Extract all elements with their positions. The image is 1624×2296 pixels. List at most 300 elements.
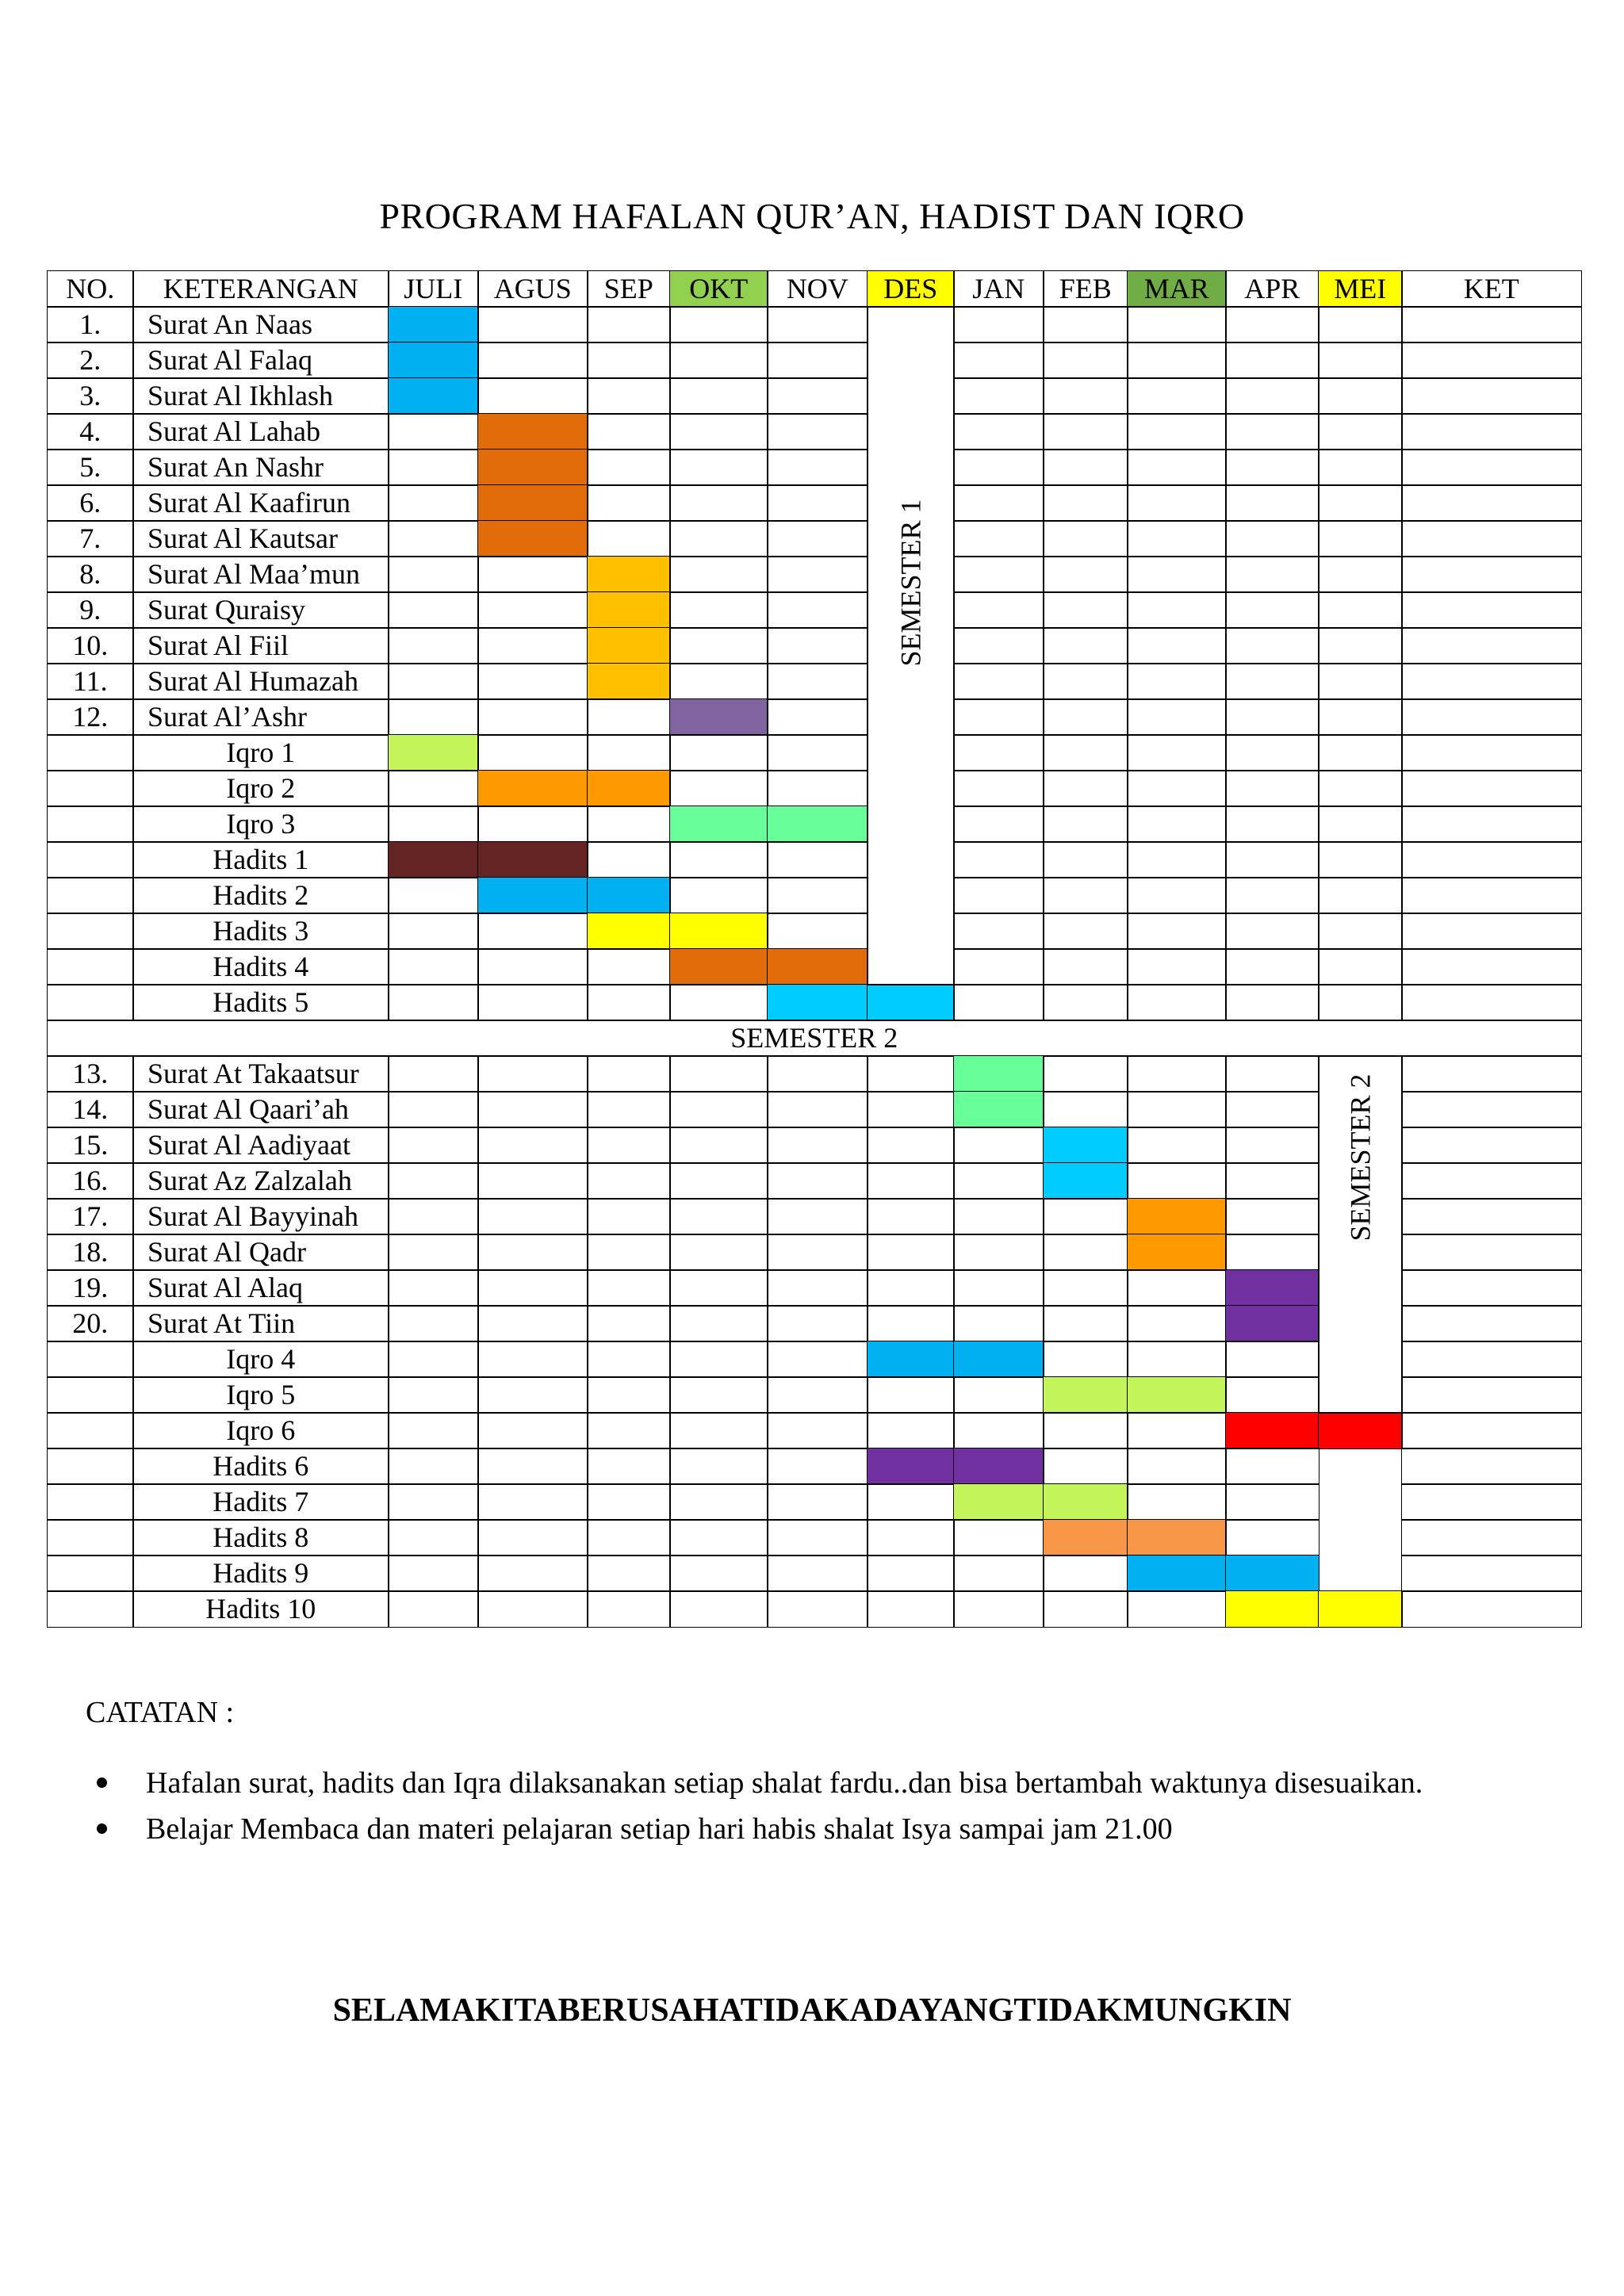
schedule-cell — [1401, 663, 1582, 700]
row-label: Hadits 8 — [132, 1519, 389, 1556]
schedule-cell — [953, 413, 1044, 450]
semester-1-label: SEMESTER 1 — [894, 499, 927, 667]
schedule-cell — [1127, 948, 1227, 985]
schedule-cell — [587, 1198, 671, 1235]
header-des: DES — [867, 270, 955, 308]
row-number: 10. — [47, 627, 134, 664]
row-label: Iqro 4 — [132, 1341, 389, 1378]
note-item — [86, 1762, 1505, 1804]
row-label: Surat Az Zalzalah — [132, 1162, 389, 1200]
schedule-cell — [1043, 342, 1128, 379]
schedule-fill — [477, 841, 588, 878]
row-label: Surat Al Falaq — [132, 342, 389, 379]
schedule-cell — [1401, 1376, 1582, 1414]
schedule-cell — [953, 627, 1044, 664]
schedule-cell — [587, 1091, 671, 1128]
row-label: Iqro 3 — [132, 806, 389, 843]
schedule-cell — [587, 1234, 671, 1271]
schedule-cell — [953, 591, 1044, 629]
schedule-cell — [1318, 770, 1403, 807]
schedule-cell — [388, 484, 479, 522]
schedule-fill — [1043, 1127, 1128, 1164]
schedule-cell — [388, 591, 479, 629]
schedule-cell — [587, 449, 671, 486]
schedule-cell — [1043, 1091, 1128, 1128]
schedule-cell — [767, 1305, 868, 1342]
row-label: Hadits 7 — [132, 1483, 389, 1521]
schedule-cell — [767, 306, 868, 343]
schedule-cell — [669, 1448, 768, 1485]
schedule-cell — [1225, 627, 1320, 664]
schedule-cell — [1127, 1483, 1227, 1521]
schedule-cell — [1225, 1198, 1320, 1235]
schedule-fill — [587, 591, 671, 629]
schedule-fill — [867, 984, 955, 1021]
header-okt: OKT — [669, 270, 768, 308]
schedule-cell — [1318, 377, 1403, 415]
schedule-cell — [1401, 1055, 1582, 1093]
note-item — [86, 1808, 1505, 1850]
schedule-cell — [477, 342, 588, 379]
schedule-cell — [388, 520, 479, 557]
schedule-cell — [669, 520, 768, 557]
schedule-cell — [669, 1127, 768, 1164]
schedule-cell — [1127, 663, 1227, 700]
schedule-cell — [767, 1055, 868, 1093]
schedule-cell — [587, 342, 671, 379]
schedule-cell — [1127, 627, 1227, 664]
schedule-cell — [953, 1376, 1044, 1414]
schedule-cell — [1127, 984, 1227, 1021]
schedule-cell — [388, 1055, 479, 1093]
notes-list — [86, 1762, 1505, 1854]
schedule-cell — [953, 377, 1044, 415]
schedule-cell — [767, 770, 868, 807]
schedule-cell — [477, 984, 588, 1021]
schedule-cell — [388, 1448, 479, 1485]
row-number: 19. — [47, 1269, 134, 1307]
row-label: Surat At Takaatsur — [132, 1055, 389, 1093]
schedule-cell — [867, 1269, 955, 1307]
schedule-cell — [1225, 1483, 1320, 1521]
schedule-cell — [1318, 984, 1403, 1021]
schedule-cell — [388, 1305, 479, 1342]
schedule-cell — [1127, 698, 1227, 736]
schedule-cell — [587, 1483, 671, 1521]
row-number: 4. — [47, 413, 134, 450]
page-title: PROGRAM HAFALAN QUR’AN, HADIST DAN IQRO — [379, 196, 1245, 236]
schedule-cell — [1225, 449, 1320, 486]
row-label: Surat Al’Ashr — [132, 698, 389, 736]
schedule-cell — [1043, 449, 1128, 486]
schedule-fill — [1127, 1555, 1227, 1592]
schedule-cell — [953, 1269, 1044, 1307]
schedule-fill — [669, 806, 768, 843]
schedule-cell — [953, 1412, 1044, 1449]
schedule-fill — [867, 1448, 955, 1485]
row-number — [47, 1590, 134, 1628]
schedule-cell — [587, 1519, 671, 1556]
row-number: 12. — [47, 698, 134, 736]
bullet-icon — [97, 1823, 107, 1834]
row-number — [47, 1483, 134, 1521]
schedule-cell — [767, 698, 868, 736]
schedule-cell — [767, 627, 868, 664]
schedule-cell — [953, 556, 1044, 593]
schedule-cell — [1225, 413, 1320, 450]
schedule-cell — [767, 1198, 868, 1235]
schedule-cell — [1318, 413, 1403, 450]
schedule-cell — [1401, 1519, 1582, 1556]
schedule-cell — [388, 913, 479, 950]
schedule-fill — [767, 948, 868, 985]
schedule-cell — [477, 1234, 588, 1271]
schedule-cell — [1401, 413, 1582, 450]
schedule-cell — [1401, 734, 1582, 771]
schedule-fill — [587, 663, 671, 700]
schedule-cell — [1318, 520, 1403, 557]
schedule-cell — [1127, 1127, 1227, 1164]
schedule-cell — [1043, 698, 1128, 736]
schedule-fill — [587, 556, 671, 593]
schedule-cell — [1127, 1590, 1227, 1628]
schedule-cell — [669, 877, 768, 914]
schedule-cell — [1401, 770, 1582, 807]
schedule-cell — [1127, 342, 1227, 379]
schedule-cell — [477, 1376, 588, 1414]
row-label: Surat Quraisy — [132, 591, 389, 629]
schedule-cell — [1401, 1234, 1582, 1271]
schedule-cell — [953, 449, 1044, 486]
schedule-cell — [388, 413, 479, 450]
schedule-cell — [669, 770, 768, 807]
schedule-fill — [388, 377, 479, 415]
schedule-cell — [587, 948, 671, 985]
row-label: Surat Al Ikhlash — [132, 377, 389, 415]
schedule-cell — [388, 556, 479, 593]
schedule-cell — [1043, 1341, 1128, 1378]
schedule-cell — [477, 1269, 588, 1307]
schedule-cell — [953, 1555, 1044, 1592]
schedule-cell — [1401, 342, 1582, 379]
schedule-cell — [953, 1162, 1044, 1200]
schedule-fill — [1127, 1234, 1227, 1271]
schedule-cell — [1043, 1412, 1128, 1449]
schedule-fill — [1225, 1590, 1320, 1628]
row-number: 11. — [47, 663, 134, 700]
row-number: 7. — [47, 520, 134, 557]
schedule-cell — [388, 1376, 479, 1414]
schedule-cell — [1401, 1590, 1582, 1628]
schedule-cell — [1225, 1448, 1320, 1485]
schedule-cell — [1127, 734, 1227, 771]
schedule-fill — [867, 1341, 955, 1378]
schedule-cell — [1043, 627, 1128, 664]
schedule-cell — [767, 556, 868, 593]
schedule-cell — [1043, 734, 1128, 771]
schedule-cell — [767, 1555, 868, 1592]
schedule-cell — [1318, 591, 1403, 629]
schedule-cell — [669, 663, 768, 700]
schedule-cell — [1401, 1555, 1582, 1592]
schedule-cell — [1127, 1448, 1227, 1485]
schedule-cell — [669, 1055, 768, 1093]
row-number: 1. — [47, 306, 134, 343]
schedule-cell — [1043, 556, 1128, 593]
schedule-cell — [1401, 484, 1582, 522]
schedule-cell — [1401, 1412, 1582, 1449]
schedule-cell — [953, 806, 1044, 843]
schedule-cell — [1127, 1162, 1227, 1200]
header-sep: SEP — [587, 270, 671, 308]
row-label: Iqro 5 — [132, 1376, 389, 1414]
row-number — [47, 1519, 134, 1556]
schedule-cell — [388, 1341, 479, 1378]
schedule-cell — [669, 556, 768, 593]
schedule-cell — [867, 1519, 955, 1556]
schedule-cell — [1225, 1091, 1320, 1128]
schedule-cell — [1043, 377, 1128, 415]
schedule-cell — [1127, 413, 1227, 450]
schedule-cell — [587, 1376, 671, 1414]
schedule-cell — [1127, 377, 1227, 415]
schedule-cell — [477, 1198, 588, 1235]
schedule-fill — [1043, 1483, 1128, 1521]
schedule-cell — [477, 1162, 588, 1200]
schedule-cell — [767, 1376, 868, 1414]
schedule-cell — [1043, 1555, 1128, 1592]
schedule-cell — [669, 1162, 768, 1200]
semester-2-divider: SEMESTER 2 — [47, 1020, 1582, 1057]
row-label: Surat Al Alaq — [132, 1269, 389, 1307]
schedule-cell — [1043, 877, 1128, 914]
schedule-cell — [388, 1555, 479, 1592]
schedule-cell — [1225, 342, 1320, 379]
schedule-cell — [477, 1519, 588, 1556]
row-label: Surat Al Kautsar — [132, 520, 389, 557]
notes-heading: CATATAN : — [86, 1696, 235, 1729]
schedule-cell — [477, 1555, 588, 1592]
schedule-cell — [1401, 1448, 1582, 1485]
row-label: Surat Al Maa’mun — [132, 556, 389, 593]
schedule-cell — [1043, 413, 1128, 450]
schedule-cell — [388, 698, 479, 736]
schedule-cell — [953, 948, 1044, 985]
schedule-cell — [477, 663, 588, 700]
row-number — [47, 877, 134, 914]
schedule-cell — [767, 1127, 868, 1164]
row-number — [47, 1412, 134, 1449]
schedule-cell — [1225, 591, 1320, 629]
row-number: 3. — [47, 377, 134, 415]
schedule-cell — [388, 1483, 479, 1521]
schedule-cell — [1225, 306, 1320, 343]
schedule-cell — [1127, 306, 1227, 343]
schedule-cell — [1225, 556, 1320, 593]
row-label: Surat Al Qadr — [132, 1234, 389, 1271]
schedule-cell — [1401, 627, 1582, 664]
schedule-cell — [669, 1198, 768, 1235]
schedule-cell — [477, 913, 588, 950]
row-label: Surat An Nashr — [132, 449, 389, 486]
schedule-cell — [388, 627, 479, 664]
row-number: 2. — [47, 342, 134, 379]
row-number: 13. — [47, 1055, 134, 1093]
schedule-cell — [1043, 520, 1128, 557]
schedule-cell — [1225, 806, 1320, 843]
row-number — [47, 1376, 134, 1414]
header-keterangan: KETERANGAN — [132, 270, 389, 308]
schedule-cell — [953, 984, 1044, 1021]
row-number — [47, 913, 134, 950]
schedule-fill — [477, 770, 588, 807]
schedule-cell — [1225, 984, 1320, 1021]
schedule-cell — [1043, 948, 1128, 985]
schedule-cell — [1225, 1376, 1320, 1414]
schedule-cell — [587, 1448, 671, 1485]
schedule-cell — [1043, 1055, 1128, 1093]
schedule-cell — [1225, 520, 1320, 557]
schedule-cell — [669, 1091, 768, 1128]
schedule-cell — [1401, 806, 1582, 843]
schedule-cell — [953, 663, 1044, 700]
row-label: Hadits 2 — [132, 877, 389, 914]
schedule-cell — [477, 1305, 588, 1342]
row-number: 15. — [47, 1127, 134, 1164]
schedule-cell — [587, 1412, 671, 1449]
schedule-fill — [953, 1448, 1044, 1485]
row-number — [47, 1341, 134, 1378]
schedule-cell — [1318, 948, 1403, 985]
schedule-cell — [953, 841, 1044, 878]
schedule-cell — [867, 1555, 955, 1592]
schedule-cell — [767, 377, 868, 415]
schedule-cell — [953, 1590, 1044, 1628]
row-number: 17. — [47, 1198, 134, 1235]
schedule-cell — [669, 1590, 768, 1628]
schedule-cell — [1127, 1269, 1227, 1307]
schedule-cell — [867, 1055, 955, 1093]
header-agus: AGUS — [477, 270, 588, 308]
schedule-cell — [587, 1127, 671, 1164]
schedule-cell — [953, 306, 1044, 343]
schedule-cell — [1127, 1055, 1227, 1093]
schedule-cell — [388, 877, 479, 914]
schedule-fill — [1043, 1162, 1128, 1200]
schedule-cell — [1318, 449, 1403, 486]
schedule-cell — [953, 1127, 1044, 1164]
header-no: NO. — [47, 270, 134, 308]
schedule-cell — [1401, 1269, 1582, 1307]
schedule-cell — [767, 663, 868, 700]
schedule-cell — [669, 1341, 768, 1378]
schedule-cell — [669, 1269, 768, 1307]
schedule-cell — [1401, 449, 1582, 486]
header-juli: JULI — [388, 270, 479, 308]
schedule-cell — [767, 413, 868, 450]
schedule-cell — [1043, 1198, 1128, 1235]
schedule-cell — [1401, 591, 1582, 629]
schedule-cell — [767, 1519, 868, 1556]
row-number — [47, 948, 134, 985]
row-number — [47, 734, 134, 771]
schedule-cell — [767, 1483, 868, 1521]
row-label: Surat Al Aadiyaat — [132, 1127, 389, 1164]
schedule-fill — [1127, 1376, 1227, 1414]
schedule-cell — [1225, 698, 1320, 736]
header-apr: APR — [1225, 270, 1320, 308]
schedule-cell — [477, 1412, 588, 1449]
note-text: Hafalan surat, hadits dan Iqra dilaksanakan setiap shalat fardu..dan bisa bertambah waktunya disesuaikan. — [146, 1766, 1423, 1800]
schedule-cell — [1401, 520, 1582, 557]
semester-2-label: SEMESTER 2 — [1344, 1073, 1377, 1242]
schedule-cell — [477, 1341, 588, 1378]
row-number — [47, 841, 134, 878]
row-label: Surat An Naas — [132, 306, 389, 343]
schedule-cell — [867, 1376, 955, 1414]
schedule-cell — [1043, 1448, 1128, 1485]
schedule-cell — [1318, 556, 1403, 593]
schedule-cell — [1043, 984, 1128, 1021]
schedule-cell — [587, 377, 671, 415]
schedule-cell — [587, 1341, 671, 1378]
schedule-cell — [1318, 734, 1403, 771]
schedule-cell — [1318, 698, 1403, 736]
row-label: Surat Al Lahab — [132, 413, 389, 450]
schedule-cell — [1127, 877, 1227, 914]
schedule-cell — [1401, 1162, 1582, 1200]
header-mar: MAR — [1127, 270, 1227, 308]
schedule-cell — [587, 413, 671, 450]
schedule-cell — [587, 484, 671, 522]
schedule-cell — [1318, 913, 1403, 950]
schedule-fill — [587, 877, 671, 914]
schedule-fill — [953, 1091, 1044, 1128]
bullet-icon — [97, 1777, 107, 1788]
row-label: Hadits 1 — [132, 841, 389, 878]
schedule-cell — [867, 1127, 955, 1164]
schedule-cell — [669, 377, 768, 415]
schedule-cell — [587, 806, 671, 843]
schedule-cell — [388, 1198, 479, 1235]
schedule-cell — [767, 734, 868, 771]
schedule-fill — [1043, 1519, 1128, 1556]
schedule-cell — [388, 1162, 479, 1200]
schedule-cell — [388, 1412, 479, 1449]
schedule-cell — [1127, 841, 1227, 878]
schedule-cell — [587, 1055, 671, 1093]
schedule-fill — [1225, 1269, 1320, 1307]
row-label: Surat Al Humazah — [132, 663, 389, 700]
schedule-fill — [1318, 1590, 1403, 1628]
schedule-cell — [477, 1055, 588, 1093]
schedule-fill — [767, 806, 868, 843]
schedule-cell — [587, 520, 671, 557]
schedule-cell — [477, 698, 588, 736]
schedule-fill — [1127, 1519, 1227, 1556]
schedule-cell — [1318, 877, 1403, 914]
schedule-fill — [477, 413, 588, 450]
schedule-cell — [767, 1412, 868, 1449]
schedule-cell — [767, 1091, 868, 1128]
schedule-fill — [587, 770, 671, 807]
schedule-cell — [953, 770, 1044, 807]
row-number: 5. — [47, 449, 134, 486]
row-number: 6. — [47, 484, 134, 522]
schedule-cell — [867, 1305, 955, 1342]
schedule-fill — [587, 913, 671, 950]
schedule-cell — [1225, 841, 1320, 878]
